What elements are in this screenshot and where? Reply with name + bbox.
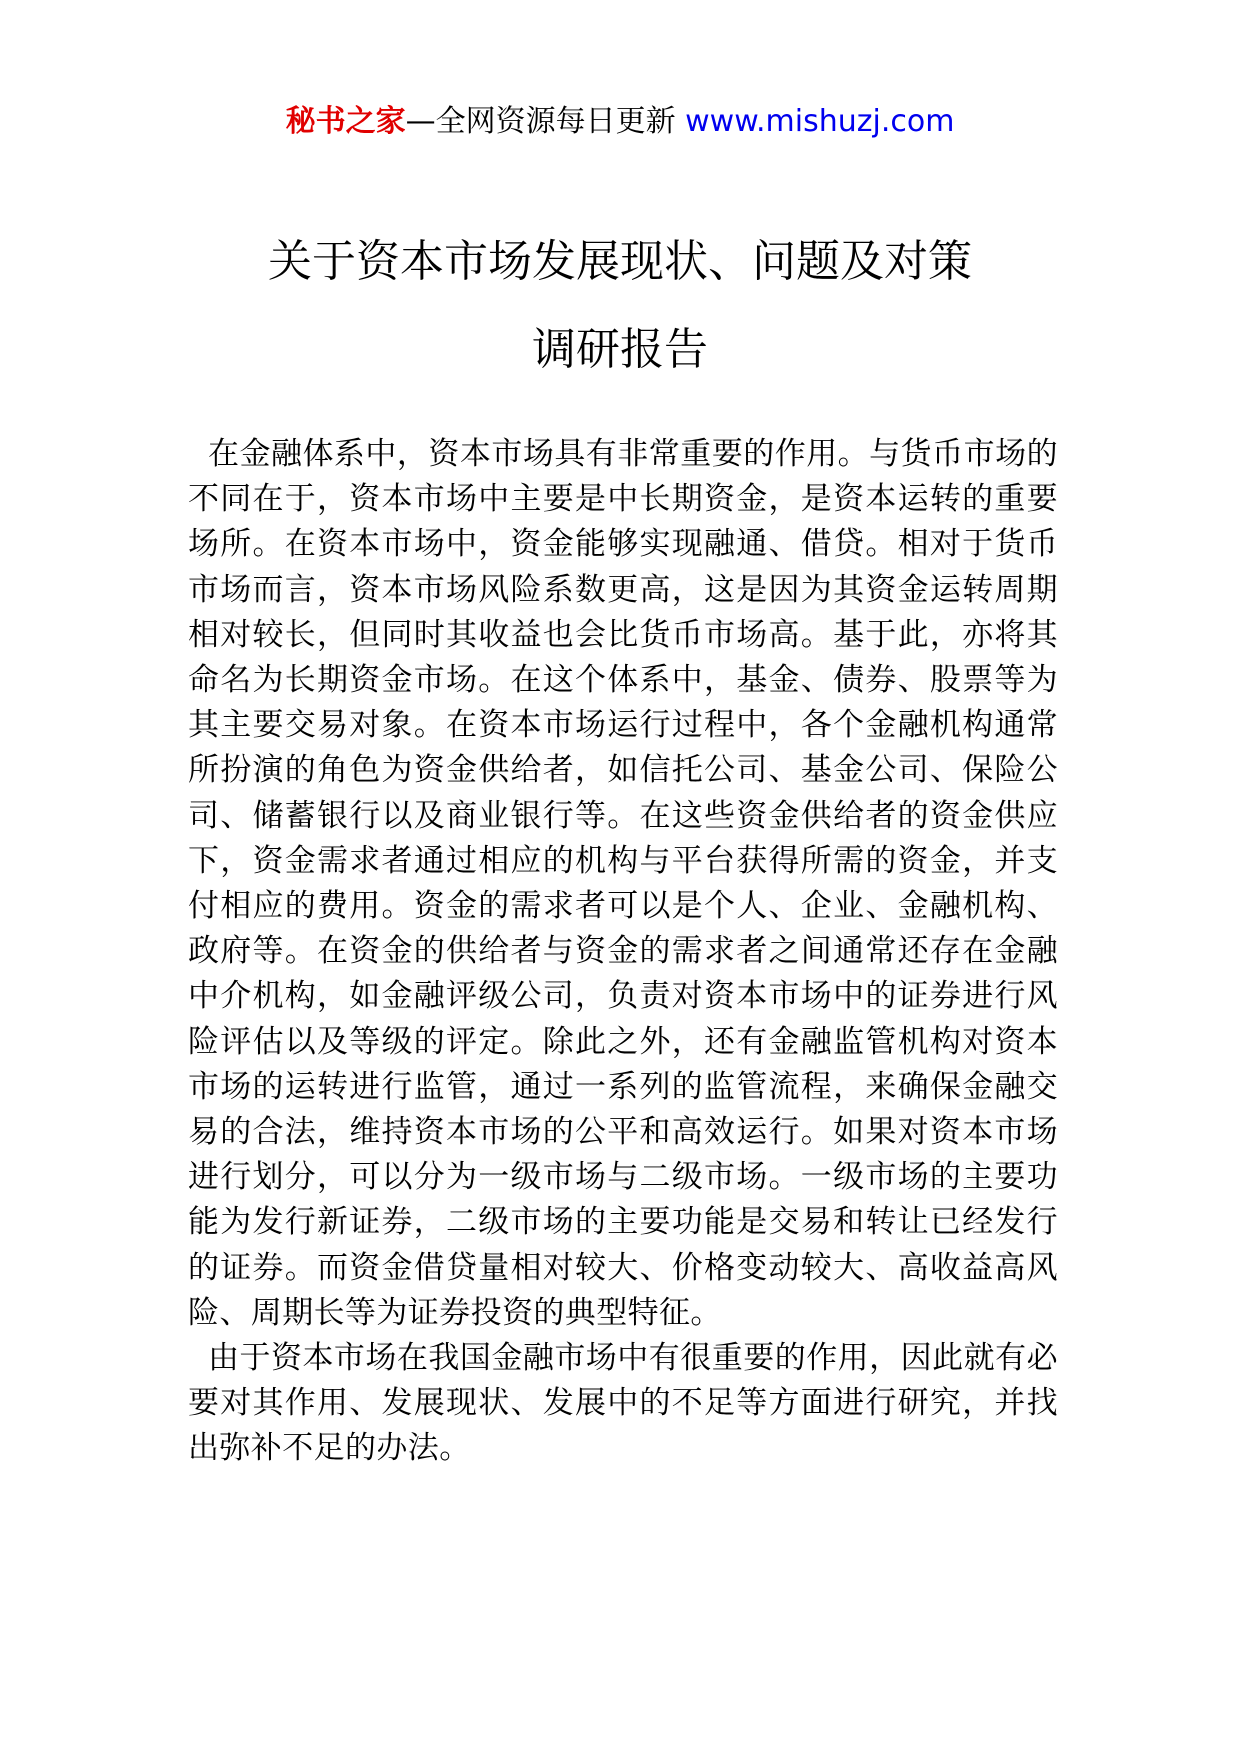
brand-name: 秘书之家 xyxy=(285,104,406,139)
body-paragraph-2: 由于资本市场在我国金融市场中有很重要的作用，因此就有必要对其作用、发展现状、发展中的不足等方面进行研究，并找出弥补不足的办法。 xyxy=(188,1340,1058,1467)
document-body xyxy=(188,432,1058,1472)
title-line-2: 调研报告 xyxy=(532,324,708,375)
website-link[interactable]: www.mishuzj.com xyxy=(685,104,955,139)
body-paragraph-1: 在金融体系中，资本市场具有非常重要的作用。与货币市场的不同在于，资本市场中主要是中长期资金，是资本运转的重要场所。在资本市场中，资金能够实现融通、借贷。相对于货币市场而言，资本市场风险系数更高，这是因为其资金运转周期相对较长，但同时其收益也会比货币市场高。基于此，亦将其命名为长期资金市场。在这个体系中，基金、债券、股票等为其主要交易对象。在资本市场运行过程中，各个金融机构通常所扮演的角色为资金供给者，如信托公司、基金公司、保险公司、储蓄银行以及商业银行等。在这些资金供给者的资金供应下，资金需求者通过相应的机构与平台获得所需的资金，并支付相应的费用。资金的需求者可以是个人、企业、金融机构、政府等。在资金的供给者与资金的需求者之间通常还存在金融中介机构，如金融评级公司，负责对资本市场中的证券进行风险评估以及等级的评定。除此之外，还有金融监管机构对资本市场的运转进行监管，通过一系列的监管流程，来确保金融交易的合法，维持资本市场的公平和高效运行。如果对资本市场进行划分，可以分为一级市场与二级市场。一级市场的主要功能为发行新证券，二级市场的主要功能是交易和转让已经发行的证券。而资金借贷量相对较大、价格变动较大、高收益高风险、周期长等为证券投资的典型特征。 xyxy=(188,436,1058,1331)
page-header xyxy=(0,100,1240,144)
title-line-1: 关于资本市场发展现状、问题及对策 xyxy=(268,236,972,287)
header-tagline: —全网资源每日更新 xyxy=(405,104,676,139)
document-title xyxy=(0,218,1240,394)
